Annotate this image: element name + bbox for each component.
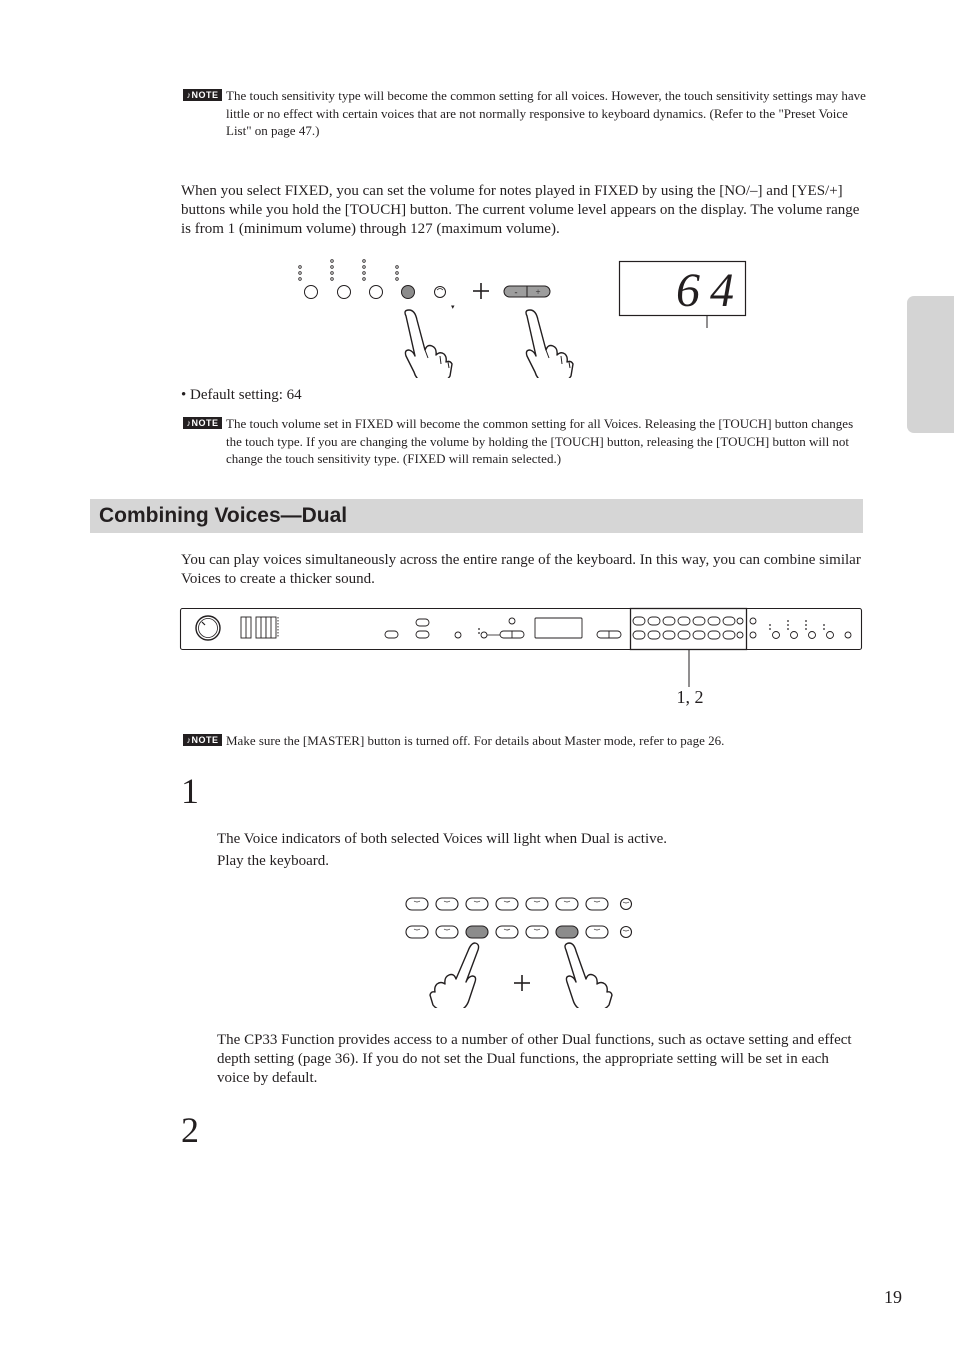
dual-intro-paragraph: You can play voices simultaneously across the entire range of the keyboard. In this way, you can combine similar Voices to create a thicker sound. (181, 552, 861, 587)
fixed-volume-paragraph: When you select FIXED, you can set the volume for notes played in FIXED by using the [NO/–] and [YES/+] buttons while you hold the [TOUCH] button. The current volume level appears on the display. The volume range is from 1 (minimum volume) through 127 (maximum volume). (181, 183, 860, 237)
note-badge: ♪NOTE (183, 89, 222, 101)
note-icon: ♪ (186, 90, 192, 100)
step1-text: The Voice indicators of both selected Voices will light when Dual is active. (217, 831, 668, 847)
note-badge: ♪NOTE (183, 417, 222, 429)
pressing-hand-icon (526, 310, 573, 378)
section-header (90, 499, 863, 533)
minus-label: - (514, 287, 518, 297)
chapter-thumb-tab (907, 296, 954, 433)
step1-text: Play the keyboard. (217, 853, 330, 869)
touch-volume-figure (290, 252, 760, 378)
pressing-hand-icon (565, 943, 612, 1008)
section-title: Combining Voices—Dual (99, 504, 348, 527)
note-text: The touch sensitivity type will become the common setting for all voices. However, the touch sensitivity settings may have little or no effect with certain voices that are not normally responsive to keyboard dynamics. (Refer to the "Preset Voice List" on page 47.) (226, 88, 866, 138)
pressing-hand-icon (430, 943, 479, 1008)
svg-text:▾: ▾ (451, 303, 455, 311)
step-number: 2 (181, 1110, 199, 1150)
plus-label: + (535, 287, 541, 297)
panel-callout: 1, 2 (676, 687, 704, 707)
pressing-hand-icon (405, 310, 452, 378)
front-panel-figure (178, 605, 866, 710)
note-icon: ♪ (186, 735, 192, 745)
page-number: 19 (884, 1287, 902, 1307)
display-value: 64 (676, 264, 744, 317)
note-icon: ♪ (186, 418, 192, 428)
step1-paragraph: The CP33 Function provides access to a number of other Dual functions, such as octave setting and effect depth setting (page 36). If you do not set the Dual functions, the appropriate setting will be set in each voice by default. (217, 1032, 852, 1086)
note-text: The touch volume set in FIXED will become the common setting for all Voices. Releasing the [TOUCH] button changes the touch type. If you are changing the volume by holding the [TOUCH] button, releasing the [TOUCH] button will not change the touch sensitivity type. (FIXED will remain selected.) (226, 416, 854, 466)
dual-voice-buttons-figure (398, 890, 644, 1008)
default-setting: • Default setting: 64 (181, 387, 302, 403)
step-number: 1 (181, 771, 199, 811)
note-text: Make sure the [MASTER] button is turned off. For details about Master mode, refer to page 26. (226, 733, 725, 748)
note-badge: ♪NOTE (183, 734, 222, 746)
